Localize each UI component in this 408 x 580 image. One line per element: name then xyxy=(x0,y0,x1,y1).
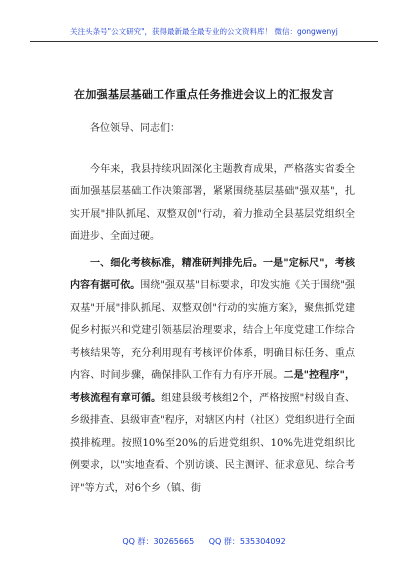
footer-qq-group-1: QQ 群：30265665 xyxy=(122,537,195,546)
greeting: 各位领导、同志们： xyxy=(90,123,180,134)
footer-contacts xyxy=(0,536,408,547)
section1-sub2-heading: 二是"控程序"，考核流程有章可循。 xyxy=(70,370,356,404)
section1-heading: 一、细化考核标准，精准研判排先后。 xyxy=(90,257,263,269)
document-title: 在加强基层基础工作重点任务推进会议上的汇报发言 xyxy=(74,88,334,101)
header-divider xyxy=(30,41,378,42)
footer-qq-group-2: QQ 群：535304092 xyxy=(208,537,286,546)
header-notice: 关注头条号"公文研究"，获得最新最全最专业的公文资料库！ 微信：gongwenyj xyxy=(70,27,338,36)
section1-sub2-text: 组建县级考核组2个，严格按照"村级自查、乡级排查、县级审查"程序，对辖区内村（社区）党组织进行全面摸排梳理。按照10%至20%的后进党组织、10%先进党组织比例要求，以"实地查看、个别访谈、民主测评、征求意见、综合考评"等方式，对6个乡（镇、街 xyxy=(70,392,355,494)
section1-sub1-text: 围绕"强双基"目标要求，印发实施《关于围绕"强双基"开展"排队抓尾、双整双创"行动的实施方案》，聚焦抓党建促乡村振兴和党建引领基层治理要求，结合上年度党建工作综合考核结果等，充分利用现有考核评价体系，明确目标任务、重点内容、时间步骤，确保排队工作有力有序开展。 xyxy=(70,280,355,381)
section1-paragraph xyxy=(70,253,355,501)
intro-paragraph: 今年来，我县持续巩固深化主题教育成果，严格落实省委全面加强基层基础工作决策部署，紧紧围绕基层基础"强双基"，扎实开展"排队抓尾、双整双创"行动，着力推动全县基层党组织全面进步、全面过硬。 xyxy=(70,163,355,242)
section1-sub1-heading: 一是"定标尺"，考核内容有据可依。 xyxy=(70,257,356,291)
document-body xyxy=(70,118,355,504)
